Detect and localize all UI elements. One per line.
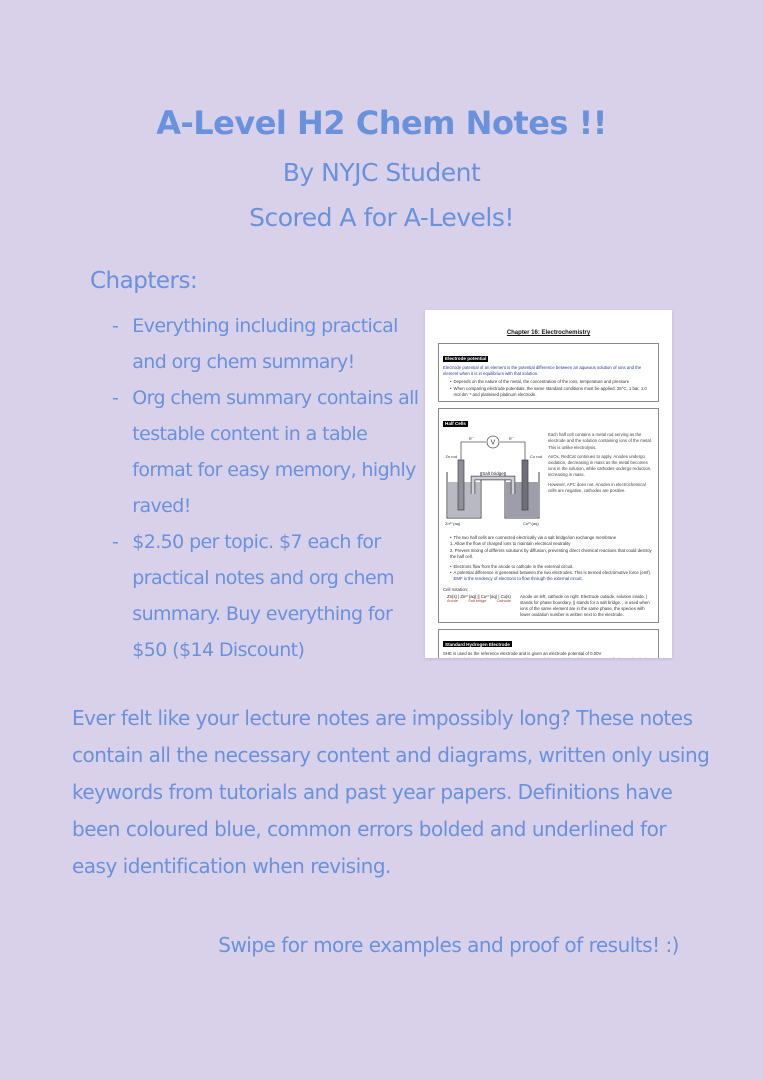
emf-definition: EMF is the tendency of electrons to flow through the external circuit.: [453, 576, 583, 582]
doc-bullet-text: When comparing electrode potentials, the same standard conditions must be applied: 25°C, 1 bar, 1.0 mol dm⁻³ and platinised platinum electrode.: [453, 385, 647, 397]
doc-definition: Electrode potential of an element is the potential difference between an aqueous solution of ions and the element when it is in equilibrium with that solution.: [443, 365, 642, 377]
doc-bullet-list: [450, 379, 654, 398]
chapter-item-text: $2.50 per topic. $7 each for practical notes and org chem summary. Buy everything for $50 ($14 Discount): [132, 531, 394, 661]
chapters-heading: Chapters:: [90, 268, 198, 294]
notation-anode-label: Anode: [447, 598, 458, 603]
doc-bullet: [450, 570, 654, 582]
doc-line: [443, 657, 654, 658]
list-item: [112, 380, 430, 524]
bullet-marker: •: [450, 570, 452, 576]
doc-paragraph: Each half cell contains a metal rod serving as the electrode and the solution containing ions of the metal. This is unlike electrolysis.: [548, 432, 652, 450]
bullet-marker: •: [450, 385, 452, 391]
doc-bullet-list: [450, 535, 654, 583]
notes-preview-page: [425, 310, 672, 658]
doc-numbered-text: 2. Prevent mixing of different solutions by diffusion, preventing direct chemical reactions that could destroy the half cell.: [450, 547, 652, 559]
electron-flow-label-right: e⁻: [509, 436, 515, 443]
doc-section-electrode-potential: [438, 343, 659, 402]
cell-notation-formula: Zn(s) | Zn²⁺(aq) || Cu²⁺(aq) | Cu(s): [447, 593, 511, 599]
doc-bullet-text: Depends on the nature of the metal, the concentration of the ions, temperature and pressure: [453, 379, 630, 385]
bullet-marker: •: [450, 563, 452, 569]
doc-section-she: [438, 629, 659, 659]
zinc-electrode: [458, 460, 464, 510]
half-cell-text: [548, 432, 654, 533]
bullet-marker: •: [450, 535, 452, 541]
copper-electrode: [522, 460, 528, 510]
dash-marker: -: [112, 387, 119, 409]
zn-solution-label: Zn²⁺(aq): [445, 521, 461, 527]
cell-notation-label: Cell notation:: [443, 586, 469, 592]
zn-rod-label: Zn rod: [445, 454, 457, 460]
cu-solution-label: Cu²⁺(aq): [523, 521, 539, 527]
list-item: [112, 308, 430, 380]
doc-bullet-text: Electrons flow from the anode to cathode in the external circuit.: [453, 563, 574, 569]
subtitle-achievement: Scored A for A-Levels!: [249, 203, 514, 232]
doc-numbered-text: 1. Allow the flow of charged ions to maintain electrical neutrality: [450, 541, 571, 547]
chapter-item-text: Everything including practical and org chem summary!: [132, 315, 398, 373]
swipe-cta: Swipe for more examples and proof of results! :): [218, 933, 679, 957]
bullet-marker: •: [450, 379, 452, 385]
cu-rod-label: Cu rod: [530, 454, 543, 460]
doc-section-header: Half Cells: [445, 421, 466, 427]
chapters-list: [112, 308, 430, 668]
doc-section-header: Standard Hydrogen Electrode: [445, 641, 510, 647]
doc-bullet: [450, 386, 654, 398]
cell-notation-explanation: Anode on left, cathode on right. Electrode outside, solution inside. | stands for phase boundary, || stands for a salt bridge. , is used when ions of the same element are in the same phase, the species with lower oxidation number is written next to the electrode.: [520, 593, 650, 618]
doc-section-half-cells: [438, 408, 659, 622]
chapter-item-text: Org chem summary contains all testable content in a table format for easy memory, highly raved!: [132, 387, 419, 517]
doc-paragraph: However, APC does not. Anodes in electrochemical cells are negative, cathodes are positive.: [548, 481, 646, 493]
salt-bridge-label: Salt bridge: [482, 471, 504, 477]
electron-flow-label-left: e⁻: [469, 436, 475, 443]
doc-section-header: Electrode potential: [445, 356, 487, 361]
dash-marker: -: [112, 315, 119, 337]
doc-paragraph: AnOx, RedCat continues to apply. Anodes undergo oxidation, decreasing in mass as the metal becomes ions in the solution, while cathodes undergo reduction, increasing in mass.: [548, 453, 652, 478]
subtitle-author: By NYJC Student: [282, 158, 481, 187]
header: [0, 104, 763, 232]
galvanic-cell-diagram: [443, 432, 543, 533]
cell-notation-figure: [443, 594, 515, 603]
doc-bullet-text: The two half cells are connected electrically via a salt bridge/ion exchange membrane: [453, 535, 617, 541]
doc-bullet-text: A potential difference is generated between the two electrodes. This is termed electromotive force (emf). EMF is the tendency of electrons to flow through the external circuit.: [453, 570, 652, 582]
dash-marker: -: [112, 531, 119, 553]
doc-line: SHE is used as the reference electrode and is given an electrode potential of 0.00V: [443, 650, 602, 656]
page-title: A-Level H2 Chem Notes !!: [156, 104, 607, 142]
doc-numbered-item: [450, 548, 654, 560]
voltmeter-label: V: [490, 439, 496, 447]
notation-cathode-label: Cathode: [496, 598, 511, 603]
list-item: [112, 524, 430, 668]
doc-chapter-title: Chapter 16: Electrochemistry: [506, 330, 591, 336]
notation-saltbridge-label: Salt bridge: [468, 598, 487, 603]
description-paragraph: Ever felt like your lecture notes are impossibly long? These notes contain all the necessary content and diagrams, written only using keywords from tutorials and past year papers. Definitions have been coloured blue, common errors bolded and underlined for easy identification when revising.: [72, 706, 710, 878]
